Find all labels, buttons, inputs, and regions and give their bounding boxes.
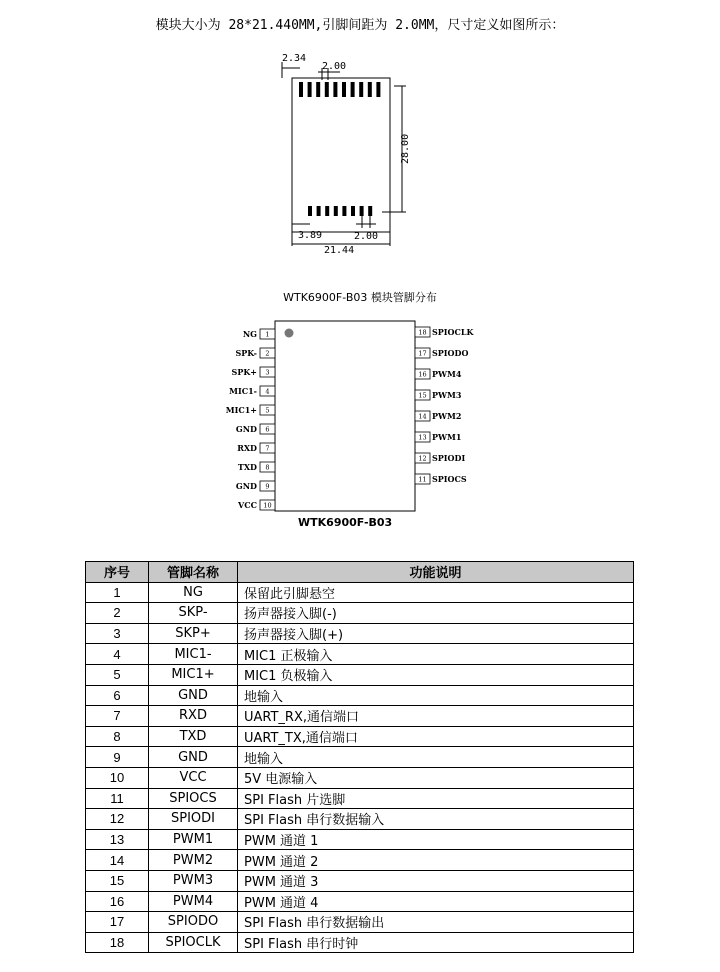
pin-number: 5: [265, 406, 270, 415]
top-pad: [325, 82, 329, 97]
cell-pin-name: SPIOCS: [149, 788, 238, 809]
cell-function: 地输入: [238, 685, 634, 706]
header-pin-name: 管脚名称: [149, 562, 238, 583]
table-row: [86, 747, 634, 768]
cell-number: 7: [86, 706, 149, 727]
pin-label: VCC: [238, 500, 257, 510]
pin-label: GND: [235, 481, 257, 491]
cell-pin-name: PWM1: [149, 829, 238, 850]
pin-label: PWM4: [432, 369, 462, 379]
cell-number: 17: [86, 912, 149, 933]
pin-number: 16: [418, 370, 427, 379]
cell-number: 4: [86, 644, 149, 665]
diagram-title: WTK6900F-B03 模块管脚分布: [283, 291, 437, 304]
bottom-pad: [351, 206, 355, 216]
pin-function-table: [85, 561, 634, 953]
table-row: [86, 788, 634, 809]
cell-pin-name: NG: [149, 582, 238, 603]
pin-label: SPK+: [231, 367, 257, 377]
header-function: 功能说明: [238, 562, 634, 583]
pin-label: PWM1: [432, 432, 462, 442]
cell-pin-name: GND: [149, 747, 238, 768]
pin-number: 18: [418, 328, 427, 337]
table-row: [86, 726, 634, 747]
pin-number: 6: [265, 425, 270, 434]
chip-body: [275, 321, 415, 511]
top-pad: [316, 82, 320, 97]
dim-offset-bottom: 3.89: [298, 230, 323, 241]
pin-number: 7: [265, 444, 270, 453]
table-row: [86, 891, 634, 912]
top-pad: [299, 82, 303, 97]
cell-number: 5: [86, 664, 149, 685]
cell-pin-name: PWM3: [149, 870, 238, 891]
dimension-drawing: [270, 46, 420, 256]
cell-pin-name: VCC: [149, 767, 238, 788]
pin-number: 17: [418, 349, 427, 358]
cell-function: UART_RX,通信端口: [238, 706, 634, 727]
cell-function: 地输入: [238, 747, 634, 768]
cell-pin-name: MIC1+: [149, 664, 238, 685]
pin-diagram: [220, 318, 500, 534]
cell-number: 10: [86, 767, 149, 788]
top-pad: [376, 82, 380, 97]
cell-pin-name: SKP-: [149, 603, 238, 624]
cell-function: SPI Flash 串行数据输入: [238, 809, 634, 830]
cell-number: 16: [86, 891, 149, 912]
module-outline: [292, 78, 390, 232]
cell-number: 6: [86, 685, 149, 706]
pin-number: 2: [265, 349, 270, 358]
table-row: [86, 932, 634, 953]
cell-function: PWM 通道 1: [238, 829, 634, 850]
cell-function: PWM 通道 4: [238, 891, 634, 912]
header-number: 序号: [86, 562, 149, 583]
cell-function: 扬声器接入脚(-): [238, 603, 634, 624]
cell-pin-name: SPIOCLK: [149, 932, 238, 953]
pin-label: SPIODO: [432, 348, 469, 358]
cell-number: 8: [86, 726, 149, 747]
table-header-row: [86, 562, 634, 583]
bottom-pad: [368, 206, 372, 216]
table-row: [86, 582, 634, 603]
pin-number: 4: [265, 387, 270, 396]
cell-number: 1: [86, 582, 149, 603]
dim-width: 21.44: [324, 245, 355, 256]
cell-number: 14: [86, 850, 149, 871]
table-row: [86, 623, 634, 644]
top-pad: [351, 82, 355, 97]
pin-number: 10: [263, 501, 272, 510]
dim-height: 28.00: [400, 133, 411, 164]
cell-number: 3: [86, 623, 149, 644]
cell-pin-name: SPIODI: [149, 809, 238, 830]
dim-offset-top: 2.34: [282, 53, 307, 64]
table-row: [86, 685, 634, 706]
top-pad: [308, 82, 312, 97]
pin-number: 15: [418, 391, 427, 400]
pin-label: MIC1+: [225, 405, 257, 415]
cell-pin-name: GND: [149, 685, 238, 706]
pin-number: 3: [265, 368, 270, 377]
cell-number: 18: [86, 932, 149, 953]
top-pad: [359, 82, 363, 97]
pin-label: SPIODI: [432, 453, 466, 463]
pin-number: 1: [265, 330, 270, 339]
cell-number: 2: [86, 603, 149, 624]
pin-number: 12: [418, 454, 427, 463]
top-pad: [368, 82, 372, 97]
bottom-pad: [360, 206, 364, 216]
pin-number: 13: [418, 433, 427, 442]
table-row: [86, 850, 634, 871]
pin-number: 11: [418, 475, 427, 484]
cell-function: SPI Flash 片选脚: [238, 788, 634, 809]
cell-pin-name: PWM4: [149, 891, 238, 912]
table-row: [86, 664, 634, 685]
table-row: [86, 706, 634, 727]
cell-number: 13: [86, 829, 149, 850]
bottom-pad: [342, 206, 346, 216]
cell-function: PWM 通道 2: [238, 850, 634, 871]
cell-pin-name: SPIODO: [149, 912, 238, 933]
left-pins: [226, 329, 275, 510]
cell-function: MIC1 正极输入: [238, 644, 634, 665]
cell-number: 15: [86, 870, 149, 891]
intro-text: 模块大小为 28*21.440MM,引脚间距为 2.0MM，尺寸定义如图所示：: [155, 18, 565, 33]
bottom-pad: [308, 206, 312, 216]
top-pads: [299, 82, 380, 97]
cell-pin-name: MIC1-: [149, 644, 238, 665]
cell-pin-name: RXD: [149, 706, 238, 727]
pin-label: PWM2: [432, 411, 462, 421]
cell-number: 12: [86, 809, 149, 830]
pin-label: SPIOCLK: [432, 327, 474, 337]
table-row: [86, 603, 634, 624]
pin-label: TXD: [237, 462, 257, 472]
cell-number: 11: [86, 788, 149, 809]
cell-function: SPI Flash 串行时钟: [238, 932, 634, 953]
pin-label: RXD: [237, 443, 257, 453]
top-pad: [333, 82, 337, 97]
top-pad: [342, 82, 346, 97]
right-pins: [415, 327, 474, 484]
cell-function: UART_TX,通信端口: [238, 726, 634, 747]
pin-label: SPIOCS: [432, 474, 467, 484]
table-row: [86, 809, 634, 830]
pin-label: GND: [235, 424, 257, 434]
table-row: [86, 829, 634, 850]
cell-function: 保留此引脚悬空: [238, 582, 634, 603]
cell-pin-name: SKP+: [149, 623, 238, 644]
pin-number: 9: [265, 482, 270, 491]
bottom-pad: [317, 206, 321, 216]
table-row: [86, 767, 634, 788]
pin-label: MIC1-: [229, 386, 257, 396]
bottom-pad: [325, 206, 329, 216]
dim-pitch-top: 2.00: [322, 61, 347, 72]
dim-pitch-bottom: 2.00: [354, 231, 379, 242]
bottom-pads: [308, 206, 372, 216]
cell-function: 5V 电源输入: [238, 767, 634, 788]
cell-pin-name: PWM2: [149, 850, 238, 871]
chip-label: WTK6900F-B03: [298, 516, 393, 529]
table-row: [86, 912, 634, 933]
cell-function: PWM 通道 3: [238, 870, 634, 891]
table-row: [86, 870, 634, 891]
pin1-marker: [285, 329, 294, 338]
cell-pin-name: TXD: [149, 726, 238, 747]
bottom-pad: [334, 206, 338, 216]
cell-function: 扬声器接入脚(+): [238, 623, 634, 644]
pin-label: PWM3: [432, 390, 462, 400]
cell-function: MIC1 负极输入: [238, 664, 634, 685]
cell-number: 9: [86, 747, 149, 768]
pin-number: 8: [265, 463, 270, 472]
cell-function: SPI Flash 串行数据输出: [238, 912, 634, 933]
pin-label: SPK-: [235, 348, 257, 358]
pin-label: NG: [242, 329, 257, 339]
table-row: [86, 644, 634, 665]
pin-number: 14: [418, 412, 427, 421]
